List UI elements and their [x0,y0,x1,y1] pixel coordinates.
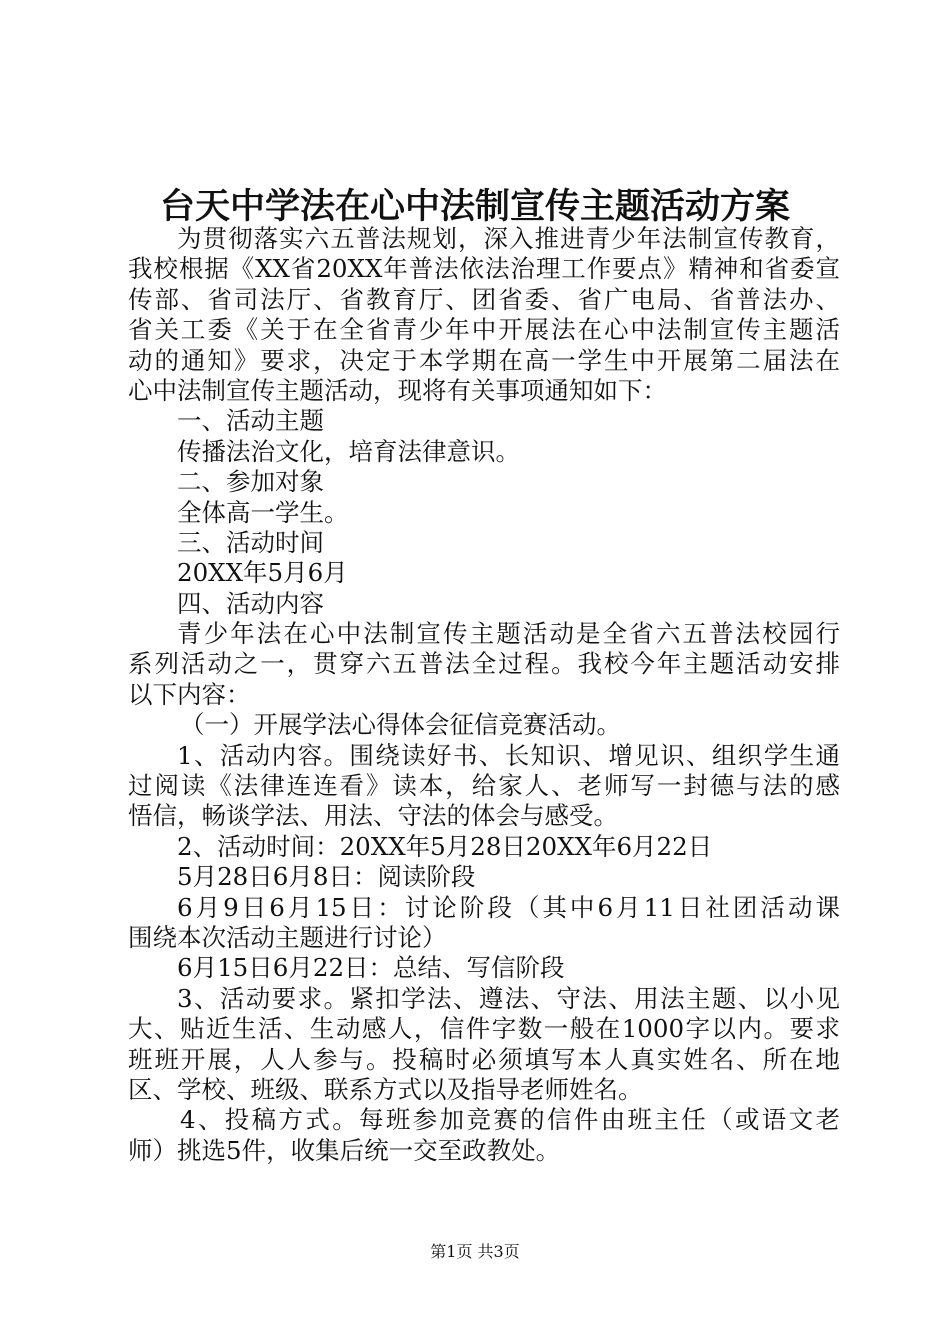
body-line: 1、活动内容。围绕读好书、长知识、增见识、组织学生通 [177,740,840,770]
body-line: 区、学校、班级、联系方式以及指导老师姓名。 [128,1074,643,1104]
document-body [128,224,840,1166]
body-line: 5月28日6月8日：阅读阶段 [177,862,476,892]
body-line: 6月9日6月15日：讨论阶段（其中6月11日社团活动课 [177,892,840,922]
section-heading: 四、活动内容 [177,588,324,618]
body-line: 省关工委《关于在全省青少年中开展法在心中法制宣传主题活 [128,315,840,345]
body-line: 围绕本次活动主题进行讨论） [128,922,447,952]
body-line: 3、活动要求。紧扣学法、遵法、守法、用法主题、以小见 [177,983,840,1013]
body-line: 2、活动时间：20XX年5月28日20XX年6月22日 [177,831,713,861]
body-line: 师）挑选5件，收集后统一交至政教处。 [128,1135,561,1165]
body-line: 20XX年5月6月 [177,558,348,588]
document-title: 台天中学法在心中法制宣传主题活动方案 [159,186,790,227]
body-line: 动的通知》要求，决定于本学期在高一学生中开展第二届法在 [128,345,840,375]
body-line: 系列活动之一，贯穿六五普法全过程。我校今年主题活动安排 [128,649,840,679]
body-line: 班班开展，人人参与。投稿时必须填写本人真实姓名、所在地 [128,1044,840,1074]
body-line: 以下内容： [128,679,251,709]
body-line: 我校根据《XX省20XX年普法依法治理工作要点》精神和省委宣 [128,254,840,284]
body-line: 青少年法在心中法制宣传主题活动是全省六五普法校园行 [177,619,840,649]
body-line: 悟信，畅谈学法、用法、守法的体会与感受。 [128,801,618,831]
body-line: 大、贴近生活、生动感人，信件字数一般在1000字以内。要求 [128,1014,840,1044]
body-line: 4、投稿方式。每班参加竞赛的信件由班主任（或语文老 [180,1105,840,1135]
body-line: 过阅读《法律连连看》读本，给家人、老师写一封德与法的感 [128,771,840,801]
page-footer: 第1页 共3页 [430,1242,520,1261]
body-line: 全体高一学生。 [177,497,349,527]
body-line: 心中法制宣传主题活动，现将有关事项通知如下： [128,375,667,405]
section-heading: 二、参加对象 [177,467,324,497]
body-line: 为贯彻落实六五普法规划，深入推进青少年法制宣传教育， [177,224,840,253]
body-line: 6月15日6月22日：总结、写信阶段 [177,953,565,983]
body-line: 传部、省司法厅、省教育厅、团省委、省广电局、省普法办、 [128,284,840,314]
subsection-heading: （一）开展学法心得体会征信竞赛活动。 [180,710,621,740]
body-line: 传播法治文化，培育法律意识。 [177,436,520,466]
section-heading: 一、活动主题 [177,406,324,436]
section-heading: 三、活动时间 [177,527,324,557]
